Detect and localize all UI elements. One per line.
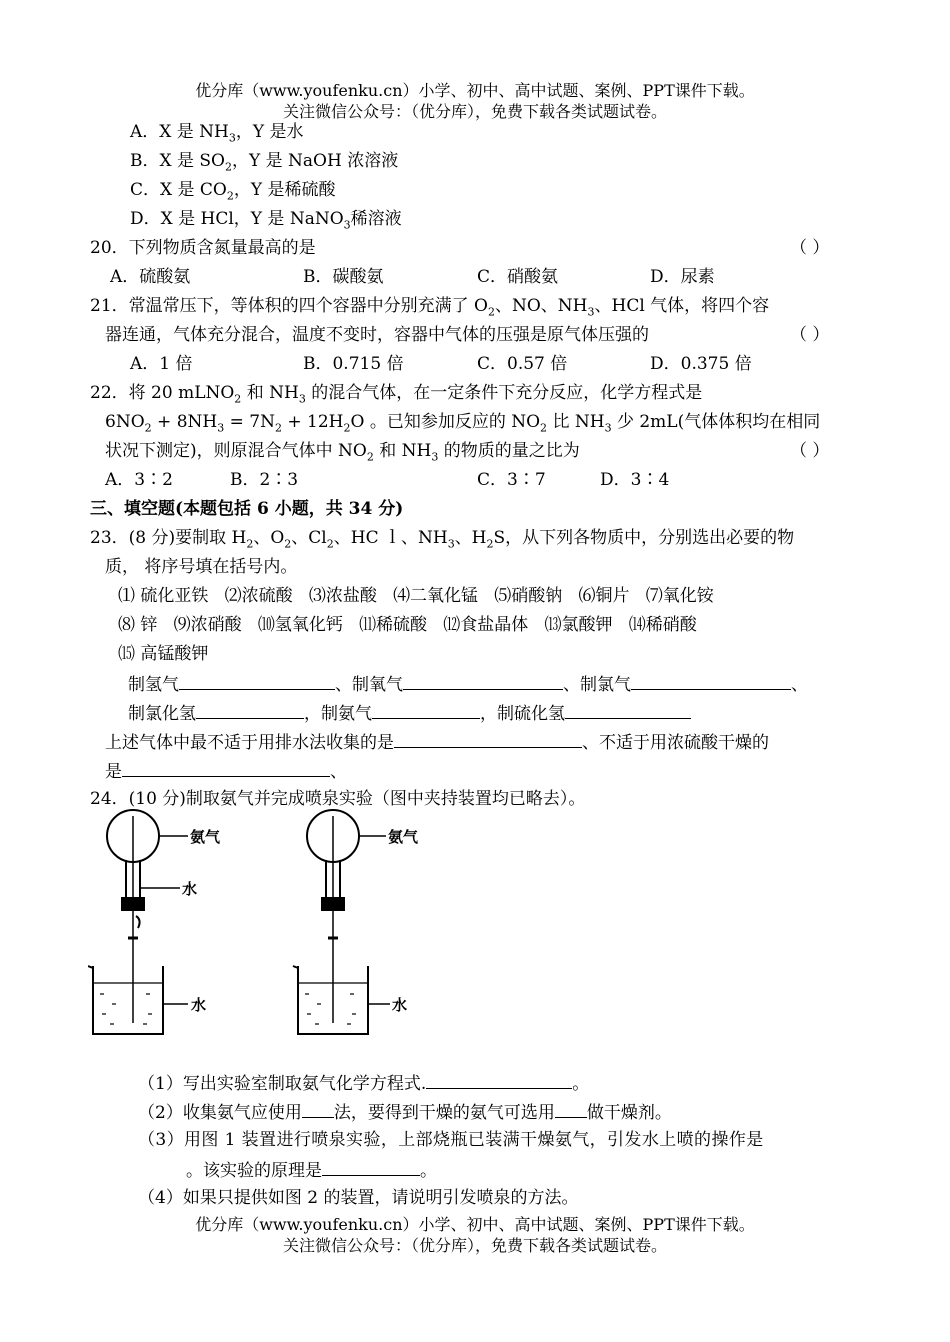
page-header-line2: 关注微信公众号：（优分库），免费下载各类试题试卷。 [282, 102, 667, 121]
q24-subq1: （1）写出实验室制取氨气化学方程式. 。 [138, 1070, 589, 1096]
q21-stem-line2: 器连通，气体充分混合，温度不变时，容器中气体的压强是原气体压强的 [105, 325, 649, 345]
q19-option-c: C．X 是 $CO_2$，Y 是稀硫酸 [130, 180, 336, 203]
blank-collect-method[interactable] [302, 1099, 334, 1118]
q21-stem-line1: 21．常温常压下，等体积的四个容器中分别充满了 $O_2$、NO、$NH_3$、HCl 气体，将四个容 [90, 296, 770, 319]
q23-question-line2: 是 、 [105, 758, 347, 784]
blank-ammonia[interactable] [372, 700, 480, 719]
q22-stem-line1: 22．将 20 mLNO$_2$ 和 $NH_3$ 的混合气体，在一定条件下充分反应，化学方程式是 [90, 383, 703, 406]
q22-option-a: A．3∶2 [105, 470, 173, 490]
q23-fill-row1: 制氢气 、制氧气 、制氯气 、 [128, 671, 808, 697]
blank-hcl[interactable] [196, 700, 304, 719]
label-water-beaker-2: 水 [392, 997, 408, 1014]
q23-fill-row2: 制氯化氢 ，制氨气 ，制硫化氢 [128, 700, 691, 726]
q23-question-line1: 上述气体中最不适于用排水法收集的是 、不适于用浓硫酸干燥的 [105, 729, 769, 755]
blank-principle[interactable] [322, 1157, 420, 1176]
q19-option-d: D．X 是 HCl，Y 是 NaNO$_3$稀溶液 [130, 209, 402, 232]
q20-option-d: D．尿素 [650, 267, 715, 287]
page-header-line1: 优分库（www.youfenku.cn）小学、初中、高中试题、案例、PPT课件下载。 [195, 81, 755, 100]
apparatus-1 [88, 810, 188, 1034]
q23-items-row3: ⒂ 高锰酸钾 [118, 644, 209, 664]
q19-option-b: B．X 是 $SO_2$，Y 是 NaOH 浓溶液 [130, 151, 399, 174]
q20-answer-paren: （ ） [790, 238, 830, 258]
q20-option-a: A．硫酸氨 [110, 267, 191, 287]
blank-h2s[interactable] [565, 700, 691, 719]
page-footer-line2: 关注微信公众号：（优分库），免费下载各类试题试卷。 [282, 1236, 667, 1255]
blank-not-h2so4-dry[interactable] [122, 758, 330, 777]
section3-title: 三、填空题(本题包括 6 小题，共 34 分) [90, 499, 404, 519]
q22-stem-line3: 状况下测定)，则原混合气体中 $NO_2$ 和 $NH_3$ 的物质的量之比为 [105, 441, 580, 464]
blank-not-water-collect[interactable] [394, 729, 582, 748]
q24-subq2: （2）收集氨气应使用 法，要得到干燥的氨气可选用 做干燥剂。 [138, 1099, 672, 1125]
label-water-tube: 水 [182, 881, 198, 898]
label-water-beaker-1: 水 [191, 997, 207, 1014]
label-ammonia-2: 氨气 [388, 829, 419, 846]
blank-chlorine[interactable] [631, 671, 791, 690]
q23-stem-line2: 质， 将序号填在括号内。 [105, 557, 298, 577]
q23-items-row2: ⑻ 锌 ⑼浓硝酸 ⑽氢氧化钙 ⑾稀硫酸 ⑿食盐晶体 ⒀氯酸钾 ⒁稀硝酸 [118, 615, 697, 635]
q21-answer-paren: （ ） [790, 325, 830, 345]
blank-oxygen[interactable] [403, 671, 563, 690]
q21-option-a: A．1 倍 [130, 354, 193, 374]
q24-subq3-line1: （3）用图 1 装置进行喷泉实验，上部烧瓶已装满干燥氨气，引发水上喷的操作是 [138, 1130, 764, 1150]
q21-option-c: C．0.57 倍 [477, 354, 568, 374]
q24-subq4: （4）如果只提供如图 2 的装置，请说明引发喷泉的方法。 [138, 1188, 579, 1208]
q23-items-row1: ⑴ 硫化亚铁 ⑵浓硫酸 ⑶浓盐酸 ⑷二氧化锰 ⑸硝酸钠 ⑹铜片 ⑺氧化铵 [118, 586, 714, 606]
q19-option-a: A．X 是 $NH_3$，Y 是水 [130, 122, 304, 145]
q20-option-b: B．碳酸氨 [303, 267, 384, 287]
q22-answer-paren: （ ） [790, 441, 830, 461]
q24-stem: 24．(10 分)制取氨气并完成喷泉实验（图中夹持装置均已略去）。 [90, 789, 586, 809]
q22-option-d: D．3∶4 [600, 470, 670, 490]
blank-hydrogen[interactable] [179, 671, 335, 690]
blank-desiccant[interactable] [555, 1099, 587, 1118]
q20-option-c: C．硝酸氨 [477, 267, 559, 287]
q22-option-b: B．2∶3 [230, 470, 299, 490]
fountain-apparatus-figure [88, 808, 448, 1043]
q22-stem-line2: $6NO_2 + 8NH_3 = 7N_2 + 12H_2O$ 。已知参加反应的 $NO_2$ 比 $NH_3$ 少 2mL(气体体积均在相同 [105, 412, 821, 435]
blank-equation[interactable] [426, 1070, 572, 1089]
q21-option-b: B．0.715 倍 [303, 354, 404, 374]
q21-option-d: D．0.375 倍 [650, 354, 752, 374]
q23-stem-line1: 23．(8 分)要制取 $H_2$、$O_2$、$Cl_2$、HC ｌ、$NH_3$、$H_2S$，从下列各物质中，分别选出必要的物 [90, 528, 795, 551]
apparatus-2 [293, 810, 390, 1034]
q20-stem: 20．下列物质含氮量最高的是 [90, 238, 316, 258]
q24-subq3-line2: 。该实验的原理是 。 [186, 1157, 437, 1183]
label-ammonia-1: 氨气 [190, 829, 221, 846]
q22-option-c: C．3∶7 [477, 470, 546, 490]
page-footer-line1: 优分库（www.youfenku.cn）小学、初中、高中试题、案例、PPT课件下载。 [195, 1215, 755, 1234]
